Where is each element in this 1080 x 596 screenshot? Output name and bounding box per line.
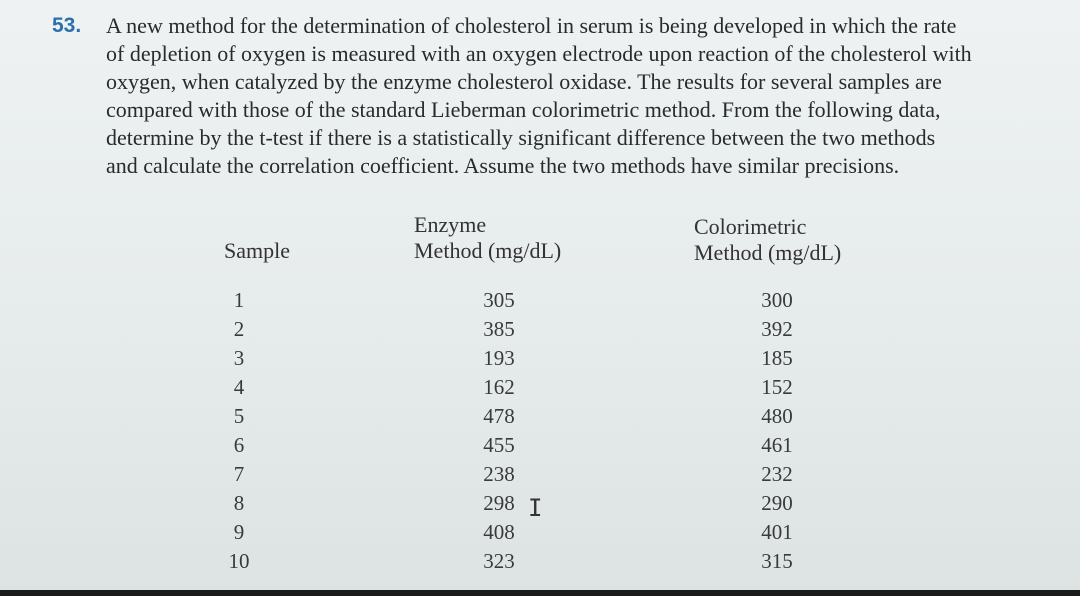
- enzyme-cell: 385: [483, 317, 515, 341]
- header-colorimetric-method: [694, 214, 841, 266]
- problem-line: A new method for the determination of cholesterol in serum is being developed in which the rate: [106, 13, 957, 38]
- sample-cell: 5: [233, 404, 245, 428]
- colorimetric-cell: 290: [761, 491, 793, 515]
- colorimetric-cell: 232: [761, 462, 793, 486]
- sample-cell: 7: [233, 462, 245, 486]
- enzyme-cell: 455: [483, 433, 515, 457]
- sample-cell: 6: [233, 433, 245, 457]
- sample-cell: 9: [233, 520, 245, 544]
- sample-cell: 1: [233, 288, 245, 312]
- enzyme-cell: 238: [483, 462, 515, 486]
- header-colorimetric-line2: Method (mg/dL): [694, 240, 842, 265]
- sample-cell: 10: [228, 549, 250, 573]
- problem-line: compared with those of the standard Lieberman colorimetric method. From the following data,: [106, 97, 941, 122]
- enzyme-cell: 408: [483, 520, 515, 544]
- colorimetric-cell: 401: [761, 520, 793, 544]
- enzyme-cell: 193: [483, 346, 515, 370]
- enzyme-cell: 323: [483, 549, 515, 573]
- header-enzyme-line2: Method (mg/dL): [414, 238, 562, 263]
- enzyme-cell: 162: [483, 375, 515, 399]
- bottom-edge: [0, 590, 1080, 596]
- sample-cell: 3: [233, 346, 245, 370]
- sample-cell: 2: [233, 317, 245, 341]
- colorimetric-cell: 185: [761, 346, 793, 370]
- enzyme-column: [472, 286, 526, 576]
- colorimetric-cell: 392: [761, 317, 793, 341]
- header-enzyme-method: [414, 212, 561, 264]
- problem-statement: [106, 12, 1032, 180]
- enzyme-cell: 478: [483, 404, 515, 428]
- colorimetric-cell: 300: [761, 288, 793, 312]
- colorimetric-cell: 480: [761, 404, 793, 428]
- sample-cell: 4: [233, 375, 245, 399]
- colorimetric-column: [750, 286, 804, 576]
- header-enzyme-line1: Enzyme: [414, 212, 487, 237]
- sample-column: [224, 286, 254, 576]
- colorimetric-cell: 461: [761, 433, 793, 457]
- colorimetric-cell: 152: [761, 375, 793, 399]
- header-sample: Sample: [224, 238, 290, 263]
- problem-line: determine by the t-test if there is a statistically significant difference between the two methods: [106, 125, 936, 150]
- enzyme-cell: 298: [483, 491, 515, 515]
- problem-line: of depletion of oxygen is measured with an oxygen electrode upon reaction of the cholesterol with: [106, 41, 972, 66]
- sample-cell: 8: [233, 491, 245, 515]
- text-cursor-icon: I: [528, 494, 543, 522]
- problem-number: 53.: [52, 14, 82, 37]
- header-colorimetric-line1: Colorimetric: [694, 214, 807, 239]
- problem-line: and calculate the correlation coefficient. Assume the two methods have similar precisions.: [106, 153, 900, 178]
- colorimetric-cell: 315: [761, 549, 793, 573]
- enzyme-cell: 305: [483, 288, 515, 312]
- problem-line: oxygen, when catalyzed by the enzyme cholesterol oxidase. The results for several samples are: [106, 69, 942, 94]
